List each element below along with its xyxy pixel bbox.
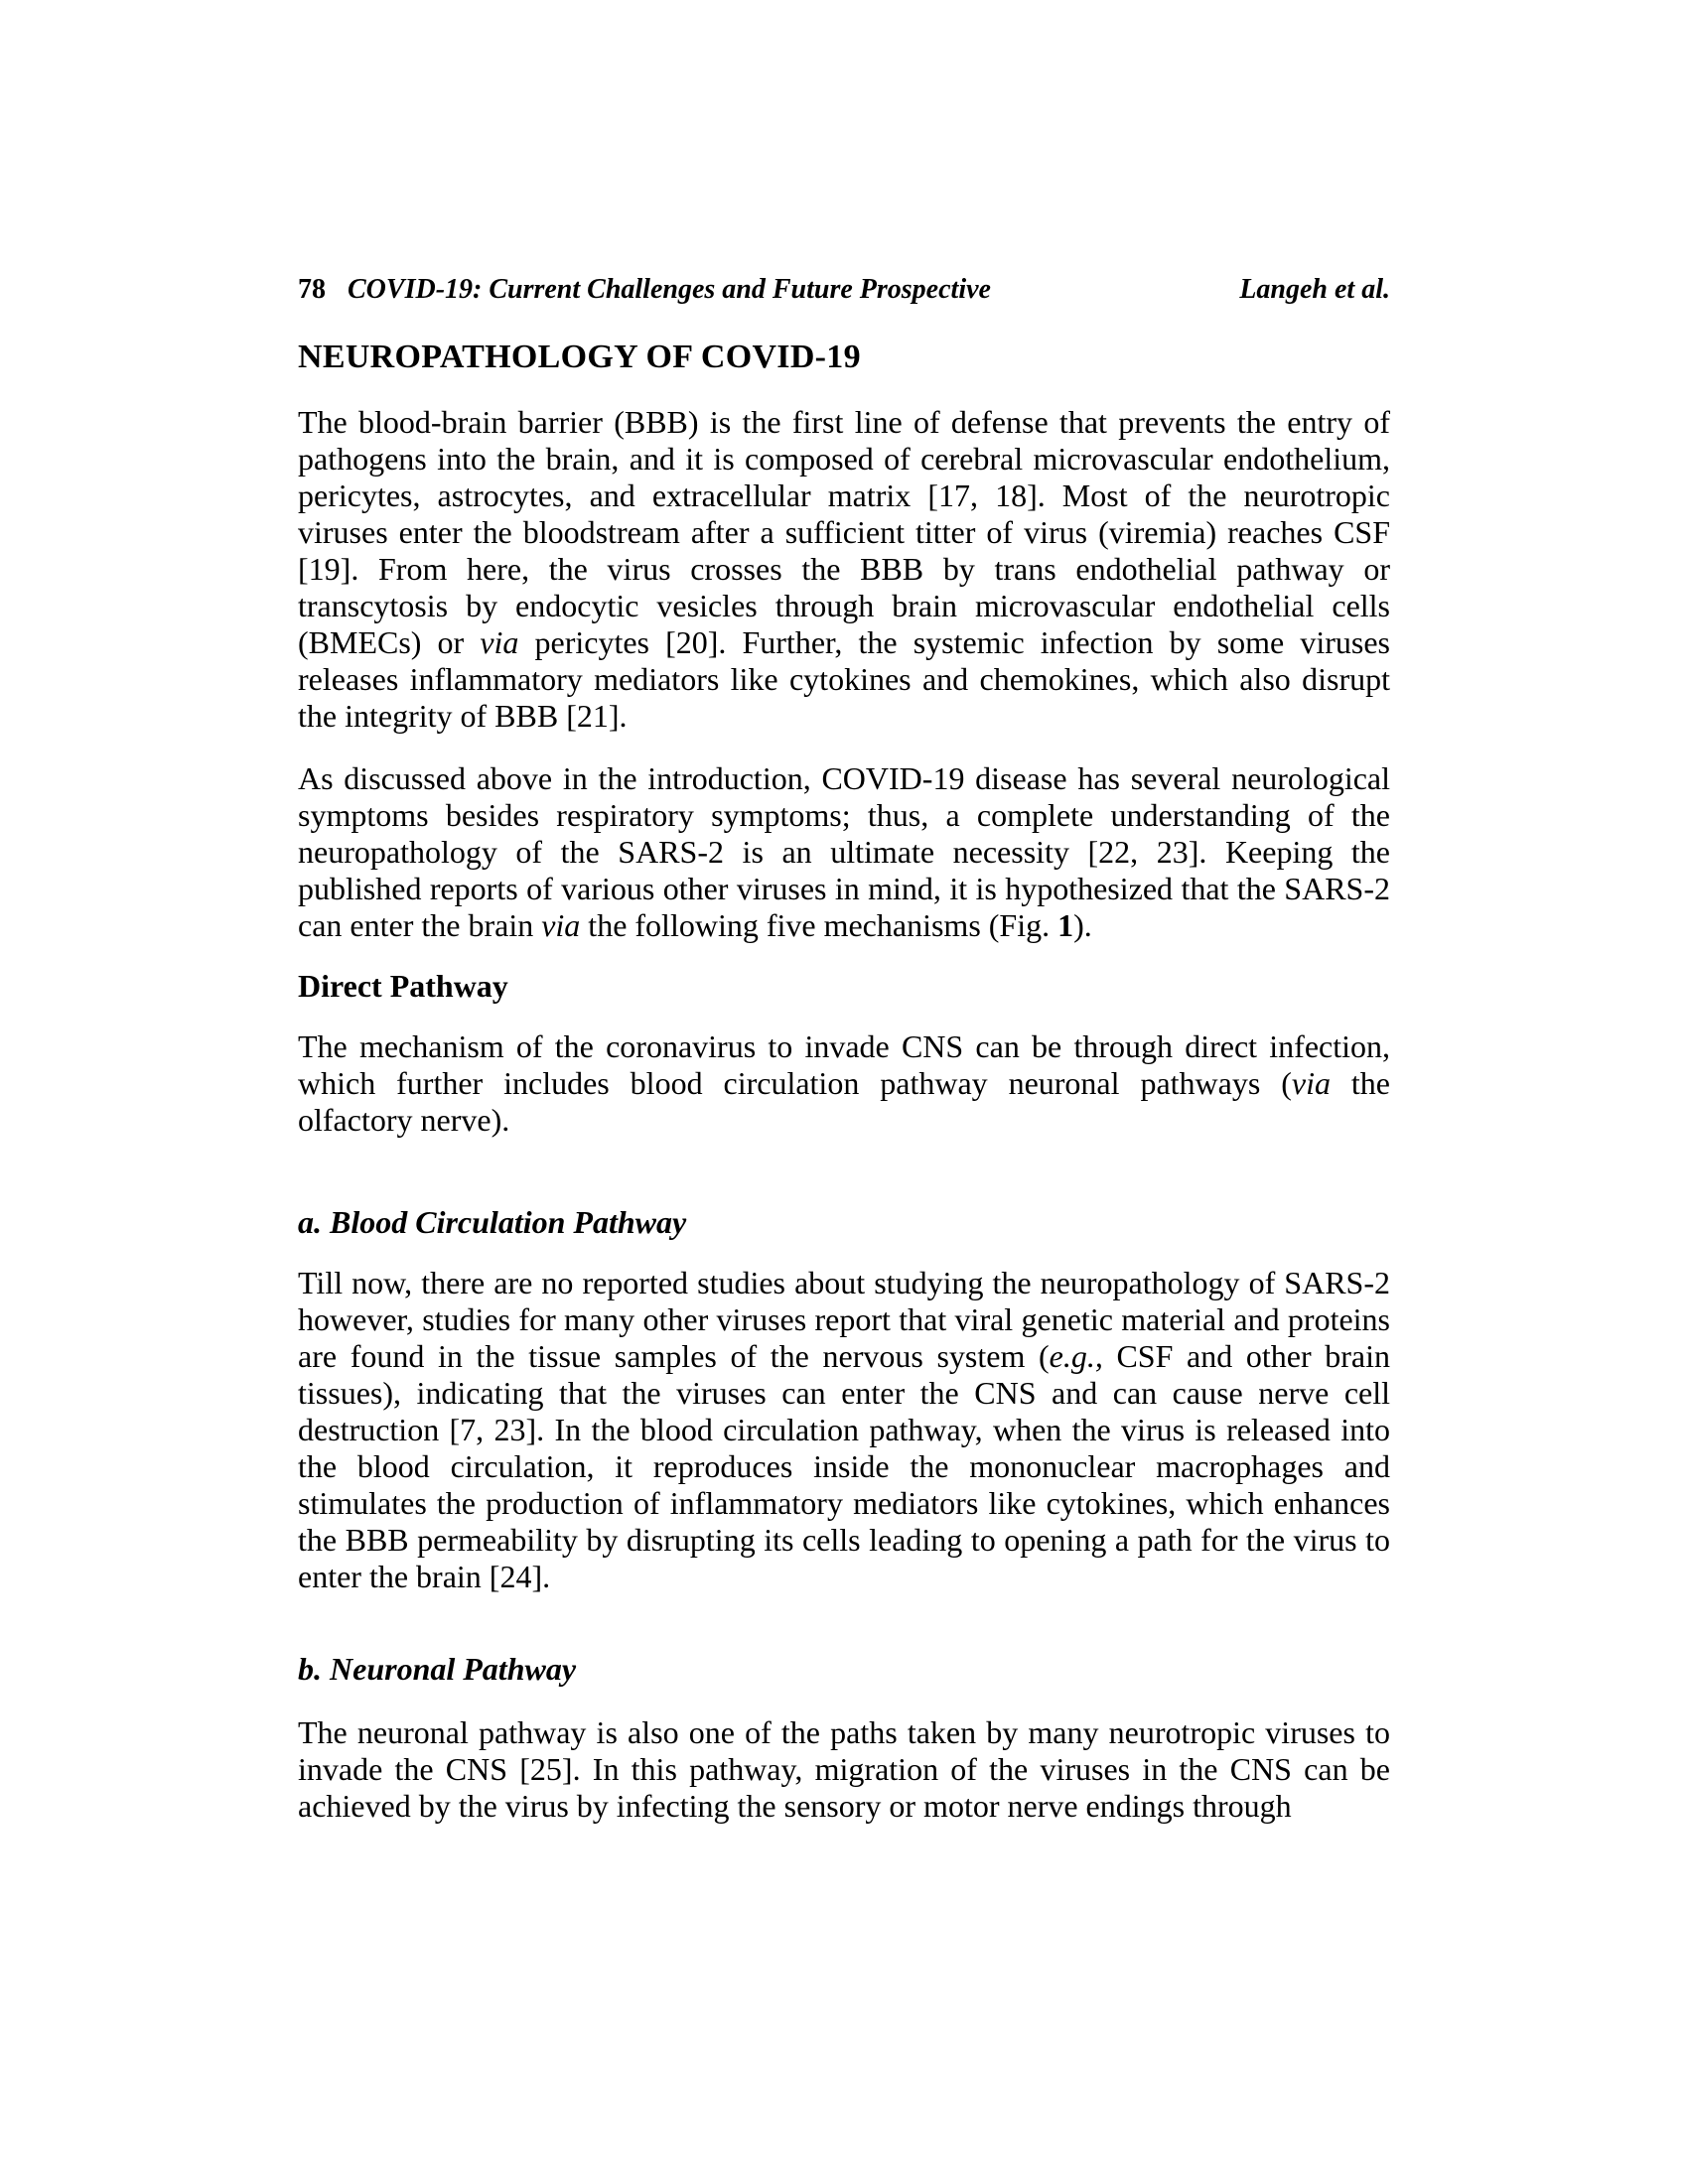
paragraph-blood-circulation: Till now, there are no reported studies about studying the neuropathology of SARS-2 however, studies for many other viruses report that viral genetic material and proteins are found in the tissue samples of the nervous system (e.g., CSF and other brain tissues), indicating that the viruses can enter the CNS and can cause nerve cell destruction [7, 23]. In the blood circulation pathway, when the virus is released into the blood circulation, it reproduces inside the mononuclear macrophages and stimulates the production of inflammatory mediators like cytokines, which enhances the BBB permeability by disrupting its cells leading to opening a path for the virus to enter the brain [24].: [298, 1265, 1390, 1594]
page-title: NEUROPATHOLOGY OF COVID-19: [298, 339, 861, 375]
paragraph-covid-symptoms: As discussed above in the introduction, COVID-19 disease has several neurological symptoms besides respiratory symptoms; thus, a complete understanding of the neuropathology of the SARS-2 is an ultimate necessity [22, 23]. Keeping the published reports of various other viruses in mind, it is hypothesized that the SARS-2 can enter the brain via the following five mechanisms (Fig. 1).: [298, 760, 1390, 943]
paragraph-direct-pathway: The mechanism of the coronavirus to invade CNS can be through direct infection, which further includes blood circulation pathway neuronal pathways (via the olfactory nerve).: [298, 1028, 1391, 1138]
running-header-authors: Langeh et al.: [1239, 274, 1390, 305]
running-header-left: [298, 276, 991, 304]
book-title: COVID-19: Current Challenges and Future Prospective: [348, 274, 991, 305]
paragraph-bbb-intro: The blood-brain barrier (BBB) is the first line of defense that prevents the entry of pathogens into the brain, and it is composed of cerebral microvascular endothelium, pericytes, astrocytes, and extracellular matrix [17, 18]. Most of the neurotropic viruses enter the bloodstream after a sufficient titter of virus (viremia) reaches CSF [19]. From here, the virus crosses the BBB by trans endothelial pathway or transcytosis by endocytic vesicles through brain microvascular endothelial cells (BMECs) or via pericytes [20]. Further, the systemic infection by some viruses releases inflammatory mediators like cytokines and chemokines, which also disrupt the integrity of BBB [21].: [298, 404, 1391, 734]
heading-direct-pathway: Direct Pathway: [298, 968, 508, 1004]
page-content: [298, 276, 1390, 1825]
running-header: [298, 276, 1390, 304]
paragraph-neuronal-pathway: The neuronal pathway is also one of the paths taken by many neurotropic viruses to invade the CNS [25]. In this pathway, migration of the viruses in the CNS can be achieved by the virus by infecting the sensory or motor nerve endings through: [298, 1714, 1390, 1824]
page-number: 78: [298, 274, 326, 305]
heading-neuronal-pathway: b. Neuronal Pathway: [298, 1651, 577, 1687]
heading-blood-circulation-pathway: a. Blood Circulation Pathway: [298, 1204, 687, 1240]
